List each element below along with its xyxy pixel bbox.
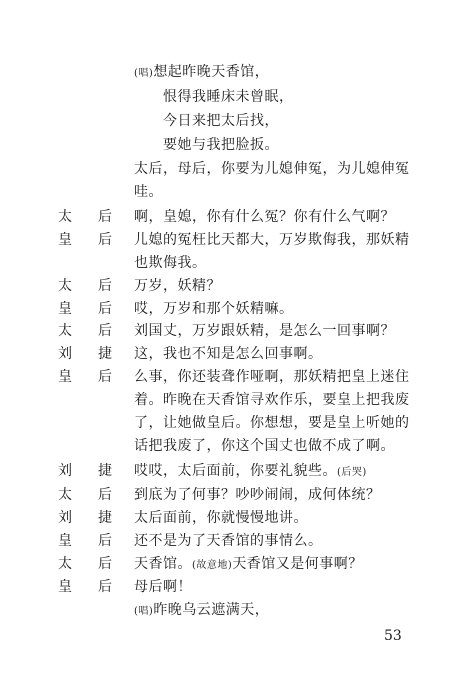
sung-intro-line-2: 恨得我睡床未曾眠， [163, 89, 294, 105]
stage-line-1: 太后，母后，你要为儿媳伸冤，为儿媳伸冤 [134, 161, 410, 177]
speaker-label: 刘捷 [58, 346, 138, 362]
sung-tag: (唱) [134, 68, 154, 79]
verse-text: 昨晚乌云遮满天， [153, 602, 270, 618]
dialogue-text: 哎哎，太后面前，你要礼貌些。 [134, 463, 337, 479]
sung-intro-line-3: 今日来把太后找， [163, 113, 279, 129]
sung-tag: (唱) [134, 606, 154, 617]
speaker-label: 太后 [58, 556, 138, 572]
sung-intro-line-4: 要她与我把脸扳。 [163, 137, 279, 153]
dialogue-line: 么事，你还装聋作哑啊，那妖精把皇上迷住 [134, 369, 410, 385]
dialogue-line [134, 462, 367, 482]
dialogue-line: 了，让她做皇后。你想想，要是皇上听她的 [134, 415, 410, 431]
dialogue-line: 到底为了何事？吵吵闹闹，成何体统？ [134, 487, 381, 503]
speaker-label: 皇后 [58, 579, 138, 595]
speaker-label: 太后 [58, 209, 138, 225]
dialogue-line: 哎，万岁和那个妖精嘛。 [134, 301, 294, 317]
dialogue-line: 儿媳的冤枉比天都大，万岁欺侮我，那妖精 [134, 232, 410, 248]
dialogue-line: 刘国丈，万岁跟妖精，是怎么一回事啊？ [134, 323, 395, 339]
dialogue-text: 天香馆。 [134, 556, 192, 572]
stage-line-2: 哇。 [134, 184, 163, 200]
speaker-label: 皇后 [58, 369, 138, 385]
sung-intro-line-1 [134, 63, 269, 83]
verse-text: 想起昨晚天香馆， [153, 64, 270, 80]
dialogue-line: 着。昨晚在天香馆寻欢作乐，要皇上把我废 [134, 392, 410, 408]
stage-direction: (后哭) [337, 467, 367, 478]
dialogue-line: 万岁，妖精？ [134, 278, 221, 294]
stage-direction: (故意地) [192, 560, 233, 571]
dialogue-line: 母后啊！ [134, 579, 192, 595]
speaker-label: 太后 [58, 323, 138, 339]
dialogue-line: 这，我也不知是怎么回事啊。 [134, 346, 323, 362]
speaker-label: 太后 [58, 278, 138, 294]
dialogue-text: 天香馆又是何事啊？ [232, 556, 363, 572]
speaker-label: 太后 [58, 487, 138, 503]
dialogue-line: 也欺侮我。 [134, 255, 207, 271]
sung-outro-line [134, 601, 269, 621]
dialogue-line: 还不是为了天香馆的事情么。 [134, 533, 323, 549]
speaker-label: 刘捷 [58, 510, 138, 526]
dialogue-line: 太后面前，你就慢慢地讲。 [134, 510, 308, 526]
dialogue-line: 话把我废了，你这个国丈也做不成了啊。 [134, 438, 395, 454]
speaker-label: 刘捷 [58, 463, 138, 479]
speaker-label: 皇后 [58, 533, 138, 549]
dialogue-line [134, 555, 363, 575]
dialogue-line: 啊，皇媳，你有什么冤？你有什么气啊？ [134, 209, 395, 225]
page-number: 53 [384, 628, 402, 644]
speaker-label: 皇后 [58, 232, 138, 248]
speaker-label: 皇后 [58, 301, 138, 317]
